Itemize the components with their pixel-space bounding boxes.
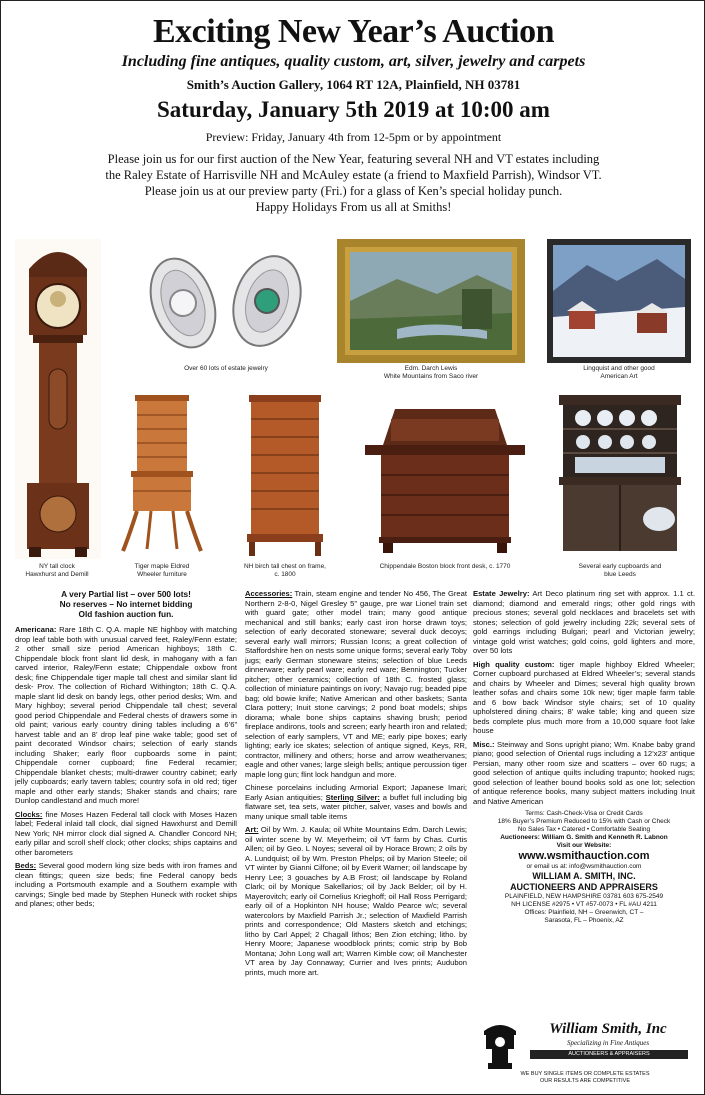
- jewelry-section: [473, 589, 695, 656]
- logo-footer-line: OUR RESULTS ARE COMPETITIVE: [539, 1078, 631, 1084]
- email-link[interactable]: or email us at: info@wsmithauction.com: [526, 863, 642, 870]
- intro-line: Please join us for our first auction of the New Year, featuring several NH and VT estates including: [107, 152, 600, 166]
- caption-line: NH birch tall chest on frame,: [243, 563, 326, 570]
- chinese-text: Chinese porcelains including Armorial Export; Japanese Imari; Early Asian antiquities;: [245, 783, 467, 802]
- contact-block: [473, 810, 695, 925]
- column-2: [245, 589, 467, 981]
- visit-line: Visit our Website:: [556, 842, 612, 849]
- intro-text: [41, 151, 666, 215]
- caption-cupboard: [549, 563, 691, 579]
- caption-tall-clock: [7, 563, 107, 579]
- caption-rings: [131, 365, 321, 373]
- column-3: [473, 589, 695, 925]
- photo-desk: [361, 405, 529, 555]
- jewelry-label: Estate Jewelry:: [473, 589, 530, 598]
- silver-label: Sterling Silver:: [325, 792, 380, 802]
- art-label: Art:: [245, 825, 259, 834]
- misc-label: Misc.:: [473, 739, 495, 749]
- logo-band: AUCTIONEERS & APPRAISERS: [530, 1050, 688, 1059]
- photo-winter-painting: [547, 239, 691, 363]
- logo-tagline: Specializing in Fine Antiques: [566, 1039, 650, 1047]
- auctioneers-line: Auctioneers: William G. Smith and Kenneth R. Labnon: [500, 834, 668, 841]
- terms-line: Terms: Cash-Check-Visa or Credit Cards: [525, 810, 643, 817]
- partial-line: A very Partial list – over 500 lots!: [61, 589, 191, 599]
- jewelry-text: Art Deco platinum ring set with approx. 1.1 ct. diamond; diamond and emerald rings; other gold rings with precious stones; several gold necklaces and bracelets set with stones; selection of gold jewelry including 22k; several sets of gold earrings including Bulgari; pearl and Victorian jewelry; vintage gold wrist watches; gold coins, gold lighters and more, over 50 lots: [473, 589, 695, 655]
- caption-landscape: [337, 365, 525, 381]
- caption-line: American Art: [600, 373, 638, 380]
- caption-desk: [351, 563, 539, 571]
- clocks-label: Clocks:: [15, 809, 43, 819]
- caption-line: Lingquist and other good: [583, 365, 655, 372]
- auction-date: Saturday, January 5th 2019 at 10:00 am: [157, 97, 550, 122]
- offices-line: Offices: Plainfield, NH – Greenwich, CT –: [524, 909, 644, 916]
- caption-highboy: [109, 563, 215, 579]
- subtitle: Including fine antiques, quality custom, art, silver, jewelry and carpets: [121, 53, 586, 70]
- caption-line: blue Leeds: [604, 571, 636, 578]
- company-logo: [474, 1017, 696, 1089]
- caption-line: NY tall clock: [39, 563, 75, 570]
- partial-line: No reserves – No internet bidding: [59, 599, 193, 609]
- accessories-text: Train, steam engine and tender No 456, The Great Northern 2-8-0, Nigel Gresley 5” gauge, pre war Lionel train set with guard gate; other model train; many good antique mechanical and still banks; early cast iron horse drawn toys; selection of early decorated stoneware; several duck decoys; several early wall mirrors; Russian Icons; a great collection of Staffordshire hen on nests some unique forms; several early Toby jugs; early German stoneware steins; selection of blue Leeds dinnerware; early pearl ware; early red ware; Bennington; Tucker pitcher; other ceramics; collection of 18th C. frosted glass; collection of miniature paintings on ivory; Navajo rug; beaded pipe bag; old bowie knife; Native American and other baskets; Santa Clara pottery; Inuit stone carvings; 2 pond boat models; ships diorama; whale bone ships captains shaving brush; period fireplace andirons, tools and screen; early hearth iron and related; selection of early samplers, VT and ME; early pipe boxes; early lighting; early ice skates; selection of antique signed, Keys, RR, contractor, millinery and others; horse and arrow weathervanes; eagle and other vanes; large sleigh bells; antique percussion tiger maple long gun; flint lock handgun and more.: [245, 589, 467, 779]
- caption-line: Over 60 lots of estate jewelry: [184, 365, 268, 372]
- logo-name: William Smith, Inc: [549, 1021, 667, 1037]
- art-text: Oil by Wm. J. Kaula; oil White Mountains Edm. Darch Lewis; oil winter scene by W. Meyerheim; oil VT farm by Chas. Curtis Allen; oil by Geo. L Noyes; several oil by Horace Brown; 2 oils by A. Lundquist; oil by Wm. Preston Phelps; oil by Marion Steele; oil VT winter by Gianni Cilfone; oil by Everit Warner; oil landscape by Henry Lee; 3 gouaches by A.B Frost; oil landscape by Roland Clark; oil by Monique Sakellarios; oil by Jack Belder; oil by H. Mayerovitch; early oil Cornelius Krieghoff; oil Hall Ross Perrigard; early oil of a Hopkinton NH house; Waldo Pearce w/c; several watercolors by Maxfield Parrish Jr.; selection of Maxfield Parrish prints and correspondence; Old Masters sketch and etchings; litho by Carl Appel; 2 Chagall lithos; Ben Zion etching; litho. by Henry Moore; Japanese woodblock prints; comic strip by Bob Montana; John Long wall art; Warren Kimble cow; oil Manchester VT area by Jay Connaway; Currier and Ives prints; Audubon prints, much more art.: [245, 825, 467, 977]
- americana-label: Americana:: [15, 625, 57, 634]
- page-title: Exciting New Year’s Auction: [152, 13, 555, 50]
- caption-line: Edm. Darch Lewis: [404, 365, 458, 372]
- partial-list-heading: [15, 589, 237, 619]
- caption-winter: [547, 365, 691, 381]
- accessories-label: Accessories:: [245, 589, 293, 598]
- intro-line: Happy Holidays From us all at Smiths!: [255, 200, 452, 214]
- misc-text: Steinway and Sons upright piano; Wm. Knabe baby grand piano; good selection of Oriental rugs including a 12’x23’ antique Persian, many other room size and scatters – over 60 rugs; a good selection of antique quilts including trapunto; hooked rugs; good selection of leather bound books sold as one lot; selection of antique reference books, many subject matters including Inuit and Native American: [473, 739, 695, 806]
- photo-rings: [131, 241, 321, 363]
- clocks-text: fine Moses Hazen Federal tall clock with Moses Hazen label; Federal inlaid tall clock, dial signed Hawxhurst and Demill New York; NH mirror clock dial signed A. Chandler Concord NH; early pillar and scroll shelf clock; other clocks; ships captains and other barometers: [15, 809, 237, 857]
- caption-line: Several early cupboards and: [578, 563, 662, 570]
- license-line: NH LICENSE #2975 • VT #57-0073 • FL #AU 4211: [511, 901, 657, 908]
- beds-section: [15, 861, 237, 909]
- terms-line: No Sales Tax • Catered • Comfortable Seating: [517, 826, 651, 833]
- caption-tall-chest: [225, 563, 345, 579]
- address-line: PLAINFIELD, NEW HAMPSHIRE 03781 603 675-2549: [504, 893, 664, 900]
- custom-section: [473, 660, 695, 736]
- custom-label: High quality custom:: [473, 659, 555, 669]
- intro-line: the Raley Estate of Harrisville NH and McAuley estate (a friend to Maxfield Parrish), Windsor VT.: [105, 168, 602, 182]
- photo-tall-clock: [15, 239, 101, 559]
- company-name: WILLIAM A. SMITH, INC.: [532, 871, 636, 881]
- silver-text: a buffet full including big flatware set, tea sets, water pitcher, salver, vases and bowls and many unique small table items: [245, 792, 467, 821]
- misc-section: [473, 740, 695, 807]
- terms-line: 18% Buyer’s Premium Reduced to 15% with Cash or Check: [497, 818, 671, 825]
- accessories-section: [245, 589, 467, 779]
- caption-line: White Mountains from Saco river: [383, 373, 479, 380]
- photo-landscape-painting: [337, 239, 525, 363]
- custom-text: tiger maple highboy Eldred Wheeler; Corner cupboard purchased at Eldred Wheeler’s; several stands and chairs by Wheeler and Dimes; several high quality brown leather sofas and chairs some 10k new; tiger maple farm table and 6 bow back Windsor style chairs; set of 10 quality upholstered dining chairs; 8’ wake table; king and queen size beds complete plus much more from a 10,000 square foot lake house: [473, 659, 695, 735]
- clock-logo-icon: [478, 1019, 522, 1071]
- caption-line: c. 1800: [274, 571, 296, 578]
- column-1: [15, 589, 237, 913]
- caption-line: Chippendale Boston block front desk, c. 1770: [379, 563, 511, 570]
- caption-line: Hawxhurst and Demill: [25, 571, 89, 578]
- americana-text: Rare 18th C. Q.A. maple NE highboy with matching drop leaf table both with unusual carved feet, Raley/Fenn estate; 2 other small size period American highboys; 18th C. Chippendale block front slant lid desk, in mahogany with a fan carved interior, Raley/Fenn estate; Chippendale oxbow front desk; fine Chippendale tiger maple tall chest and similar slant lid desk- Prov. The collection of Richard Withington; 18th C. Q.A. maple slant lid desk on bandy legs, other period desks; Wm. and Mary highboy; several period Chippendale tall chest; several good period Chippendale and Federal chests of drawers some in old paint; various early country dining tables including a 6’6” harvest table and an 8’ drop leaf pine wake table; good set of paint decorated Windsor chairs; selection of early stands including Shaker; early floor cupboards some in paint; Chippendale corner cupboard; fine Federal recamier; Chippendale blanket chests; multi-drawer country cabinet; early jelly cupboards; early tavern tables; country sofa in old red; tiger maple and other early stands; Shaker stands and chairs; rare Dunlop candlestand and much more!: [15, 625, 237, 805]
- venue-address: Smith’s Auction Gallery, 1064 RT 12A, Plainfield, NH 03781: [186, 77, 521, 92]
- preview-time: Preview: Friday, January 4th from 12-5pm or by appointment: [205, 130, 502, 144]
- offices-line: Sarasota, FL – Phoenix, AZ: [544, 917, 624, 924]
- company-role: AUCTIONEERS AND APPRAISERS: [510, 882, 658, 892]
- photo-highboy: [109, 391, 215, 559]
- beds-label: Beds:: [15, 861, 37, 870]
- clocks-section: [15, 810, 237, 858]
- americana-section: [15, 625, 237, 806]
- chinese-section: [245, 783, 467, 821]
- logo-footer: [478, 1071, 692, 1085]
- beds-text: Several good modern king size beds with iron frames and clean fittings; queen size beds; fine Federal canopy beds including a Portsmouth example and a Southern example with carvings; Single bed made by Stephen Huneck with rocket ships and planes; other beds;: [15, 861, 237, 908]
- caption-line: Wheeler furniture: [137, 571, 187, 578]
- logo-footer-line: WE BUY SINGLE ITEMS OR COMPLETE ESTATES: [520, 1071, 650, 1077]
- intro-line: Please join us at our preview party (Fri.) for a glass of Ken’s special holiday punch.: [144, 184, 563, 198]
- caption-line: Tiger maple Eldred: [134, 563, 190, 570]
- website-link[interactable]: www.wsmithauction.com: [518, 850, 650, 862]
- photo-tall-chest: [229, 391, 341, 559]
- partial-line: Old fashion auction fun.: [78, 609, 174, 619]
- art-section: [245, 825, 467, 977]
- photo-cupboard: [549, 391, 691, 559]
